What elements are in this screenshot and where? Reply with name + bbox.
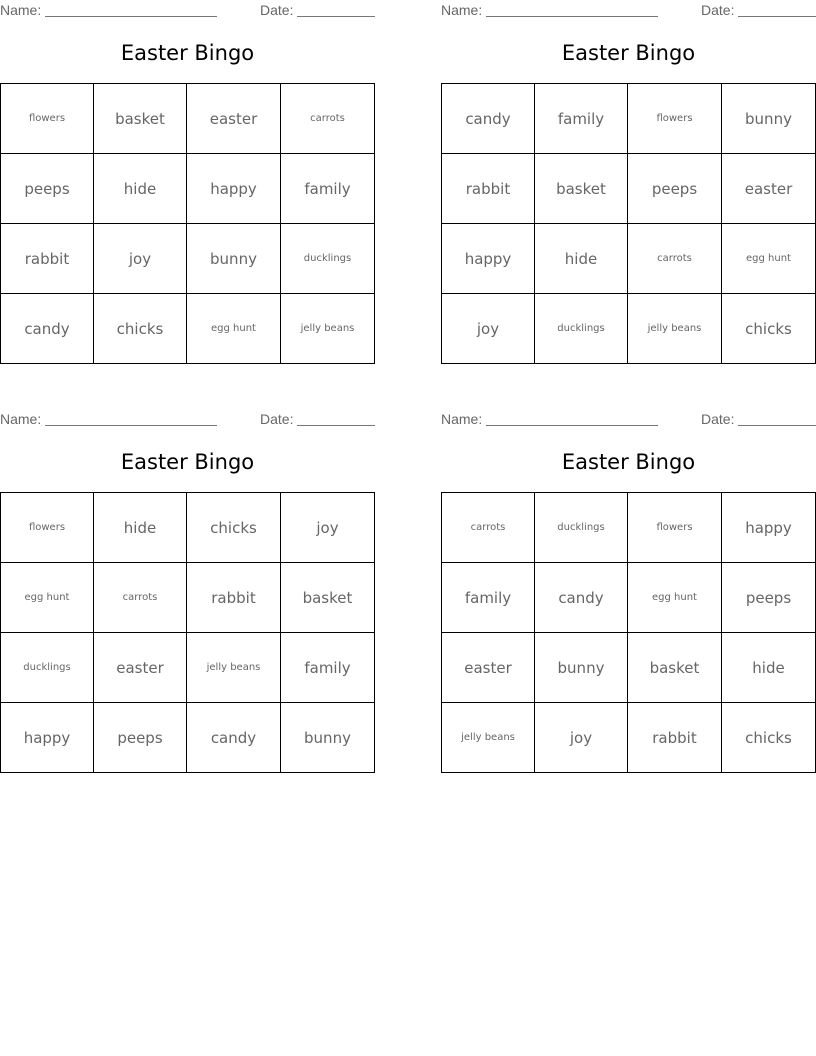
bingo-cell: easter <box>94 633 187 703</box>
bingo-cell: carrots <box>628 224 722 294</box>
bingo-cell: bunny <box>535 633 628 703</box>
bingo-cell: jelly beans <box>300 323 355 334</box>
bingo-cell: ducklings <box>281 224 374 294</box>
date-blank-line <box>297 16 375 17</box>
bingo-cell: joy <box>94 224 187 294</box>
bingo-cell: flowers <box>1 84 94 154</box>
name-blank-line <box>45 16 217 17</box>
bingo-cell: easter <box>442 633 535 703</box>
bingo-cell: flowers <box>628 84 722 154</box>
bingo-grid <box>0 492 375 773</box>
bingo-cell: peeps <box>1 154 94 224</box>
bingo-cell: easter <box>187 84 281 154</box>
name-label: Name: <box>0 2 42 18</box>
date-label: Date: <box>260 2 294 18</box>
name-label: Name: <box>441 411 483 427</box>
bingo-cell: joy <box>535 703 628 772</box>
bingo-cell: egg hunt <box>628 563 722 633</box>
date-blank-line <box>297 425 375 426</box>
date-blank-line <box>738 425 816 426</box>
name-date-header <box>0 2 375 18</box>
bingo-cell: basket <box>628 633 722 703</box>
bingo-cell: rabbit <box>628 703 722 772</box>
bingo-cell: easter <box>722 154 815 224</box>
bingo-grid <box>441 492 816 773</box>
bingo-cell: joy <box>442 294 535 363</box>
bingo-cell: chicks <box>745 319 792 338</box>
bingo-cell: happy <box>722 493 815 563</box>
name-date-header <box>0 411 375 427</box>
bingo-cell: chicks <box>187 493 281 563</box>
bingo-cell: basket <box>94 84 187 154</box>
bingo-cell: flowers <box>1 493 94 563</box>
bingo-cell: ducklings <box>1 633 94 703</box>
bingo-cell: jelly beans <box>187 633 281 703</box>
bingo-cell: chicks <box>94 294 187 363</box>
bingo-cell: happy <box>442 224 535 294</box>
bingo-cell: candy <box>1 294 94 363</box>
bingo-card-bottom-left <box>0 409 375 779</box>
bingo-card-top-left <box>0 0 375 370</box>
bingo-cell: carrots <box>94 563 187 633</box>
bingo-cell: joy <box>281 493 374 563</box>
bingo-cell: family <box>442 563 535 633</box>
bingo-cell: candy <box>535 563 628 633</box>
bingo-cell: family <box>281 633 374 703</box>
bingo-cell: peeps <box>94 703 187 772</box>
card-title: Easter Bingo <box>120 41 255 65</box>
bingo-cell: basket <box>535 154 628 224</box>
bingo-cell: rabbit <box>442 154 535 224</box>
bingo-cell: hide <box>535 224 628 294</box>
date-label: Date: <box>260 411 294 427</box>
bingo-cell: ducklings <box>535 294 628 363</box>
bingo-cell: bunny <box>304 728 351 747</box>
bingo-cell: rabbit <box>1 224 94 294</box>
name-blank-line <box>486 16 658 17</box>
bingo-cell: candy <box>442 84 535 154</box>
name-date-header <box>441 411 816 427</box>
bingo-cell: jelly beans <box>442 703 535 772</box>
name-blank-line <box>486 425 658 426</box>
bingo-cell: flowers <box>628 493 722 563</box>
bingo-cell: peeps <box>628 154 722 224</box>
bingo-cell: bunny <box>187 224 281 294</box>
name-label: Name: <box>441 2 483 18</box>
bingo-cell: hide <box>94 493 187 563</box>
bingo-cell: egg hunt <box>187 294 281 363</box>
date-blank-line <box>738 16 816 17</box>
bingo-cell: chicks <box>745 728 792 747</box>
bingo-cell: rabbit <box>187 563 281 633</box>
bingo-cell: candy <box>187 703 281 772</box>
date-label: Date: <box>701 411 735 427</box>
bingo-grid <box>0 83 375 364</box>
bingo-cell: peeps <box>722 563 815 633</box>
bingo-card-bottom-right <box>441 409 816 779</box>
name-date-header <box>441 2 816 18</box>
bingo-grid <box>441 83 816 364</box>
bingo-cell: family <box>281 154 374 224</box>
bingo-cell: egg hunt <box>722 224 815 294</box>
card-title: Easter Bingo <box>561 450 696 474</box>
bingo-cell: basket <box>281 563 374 633</box>
bingo-cell: happy <box>1 703 94 772</box>
date-label: Date: <box>701 2 735 18</box>
name-label: Name: <box>0 411 42 427</box>
card-title: Easter Bingo <box>561 41 696 65</box>
bingo-cell: egg hunt <box>1 563 94 633</box>
name-blank-line <box>45 425 217 426</box>
bingo-card-top-right <box>441 0 816 370</box>
bingo-cell: hide <box>94 154 187 224</box>
bingo-cell: happy <box>187 154 281 224</box>
bingo-cell: bunny <box>722 84 815 154</box>
bingo-cell: family <box>535 84 628 154</box>
bingo-cell: ducklings <box>535 493 628 563</box>
bingo-cell: hide <box>722 633 815 703</box>
card-title: Easter Bingo <box>120 450 255 474</box>
bingo-cell: carrots <box>281 84 374 154</box>
bingo-cell: jelly beans <box>628 294 722 363</box>
bingo-cell: carrots <box>442 493 535 563</box>
